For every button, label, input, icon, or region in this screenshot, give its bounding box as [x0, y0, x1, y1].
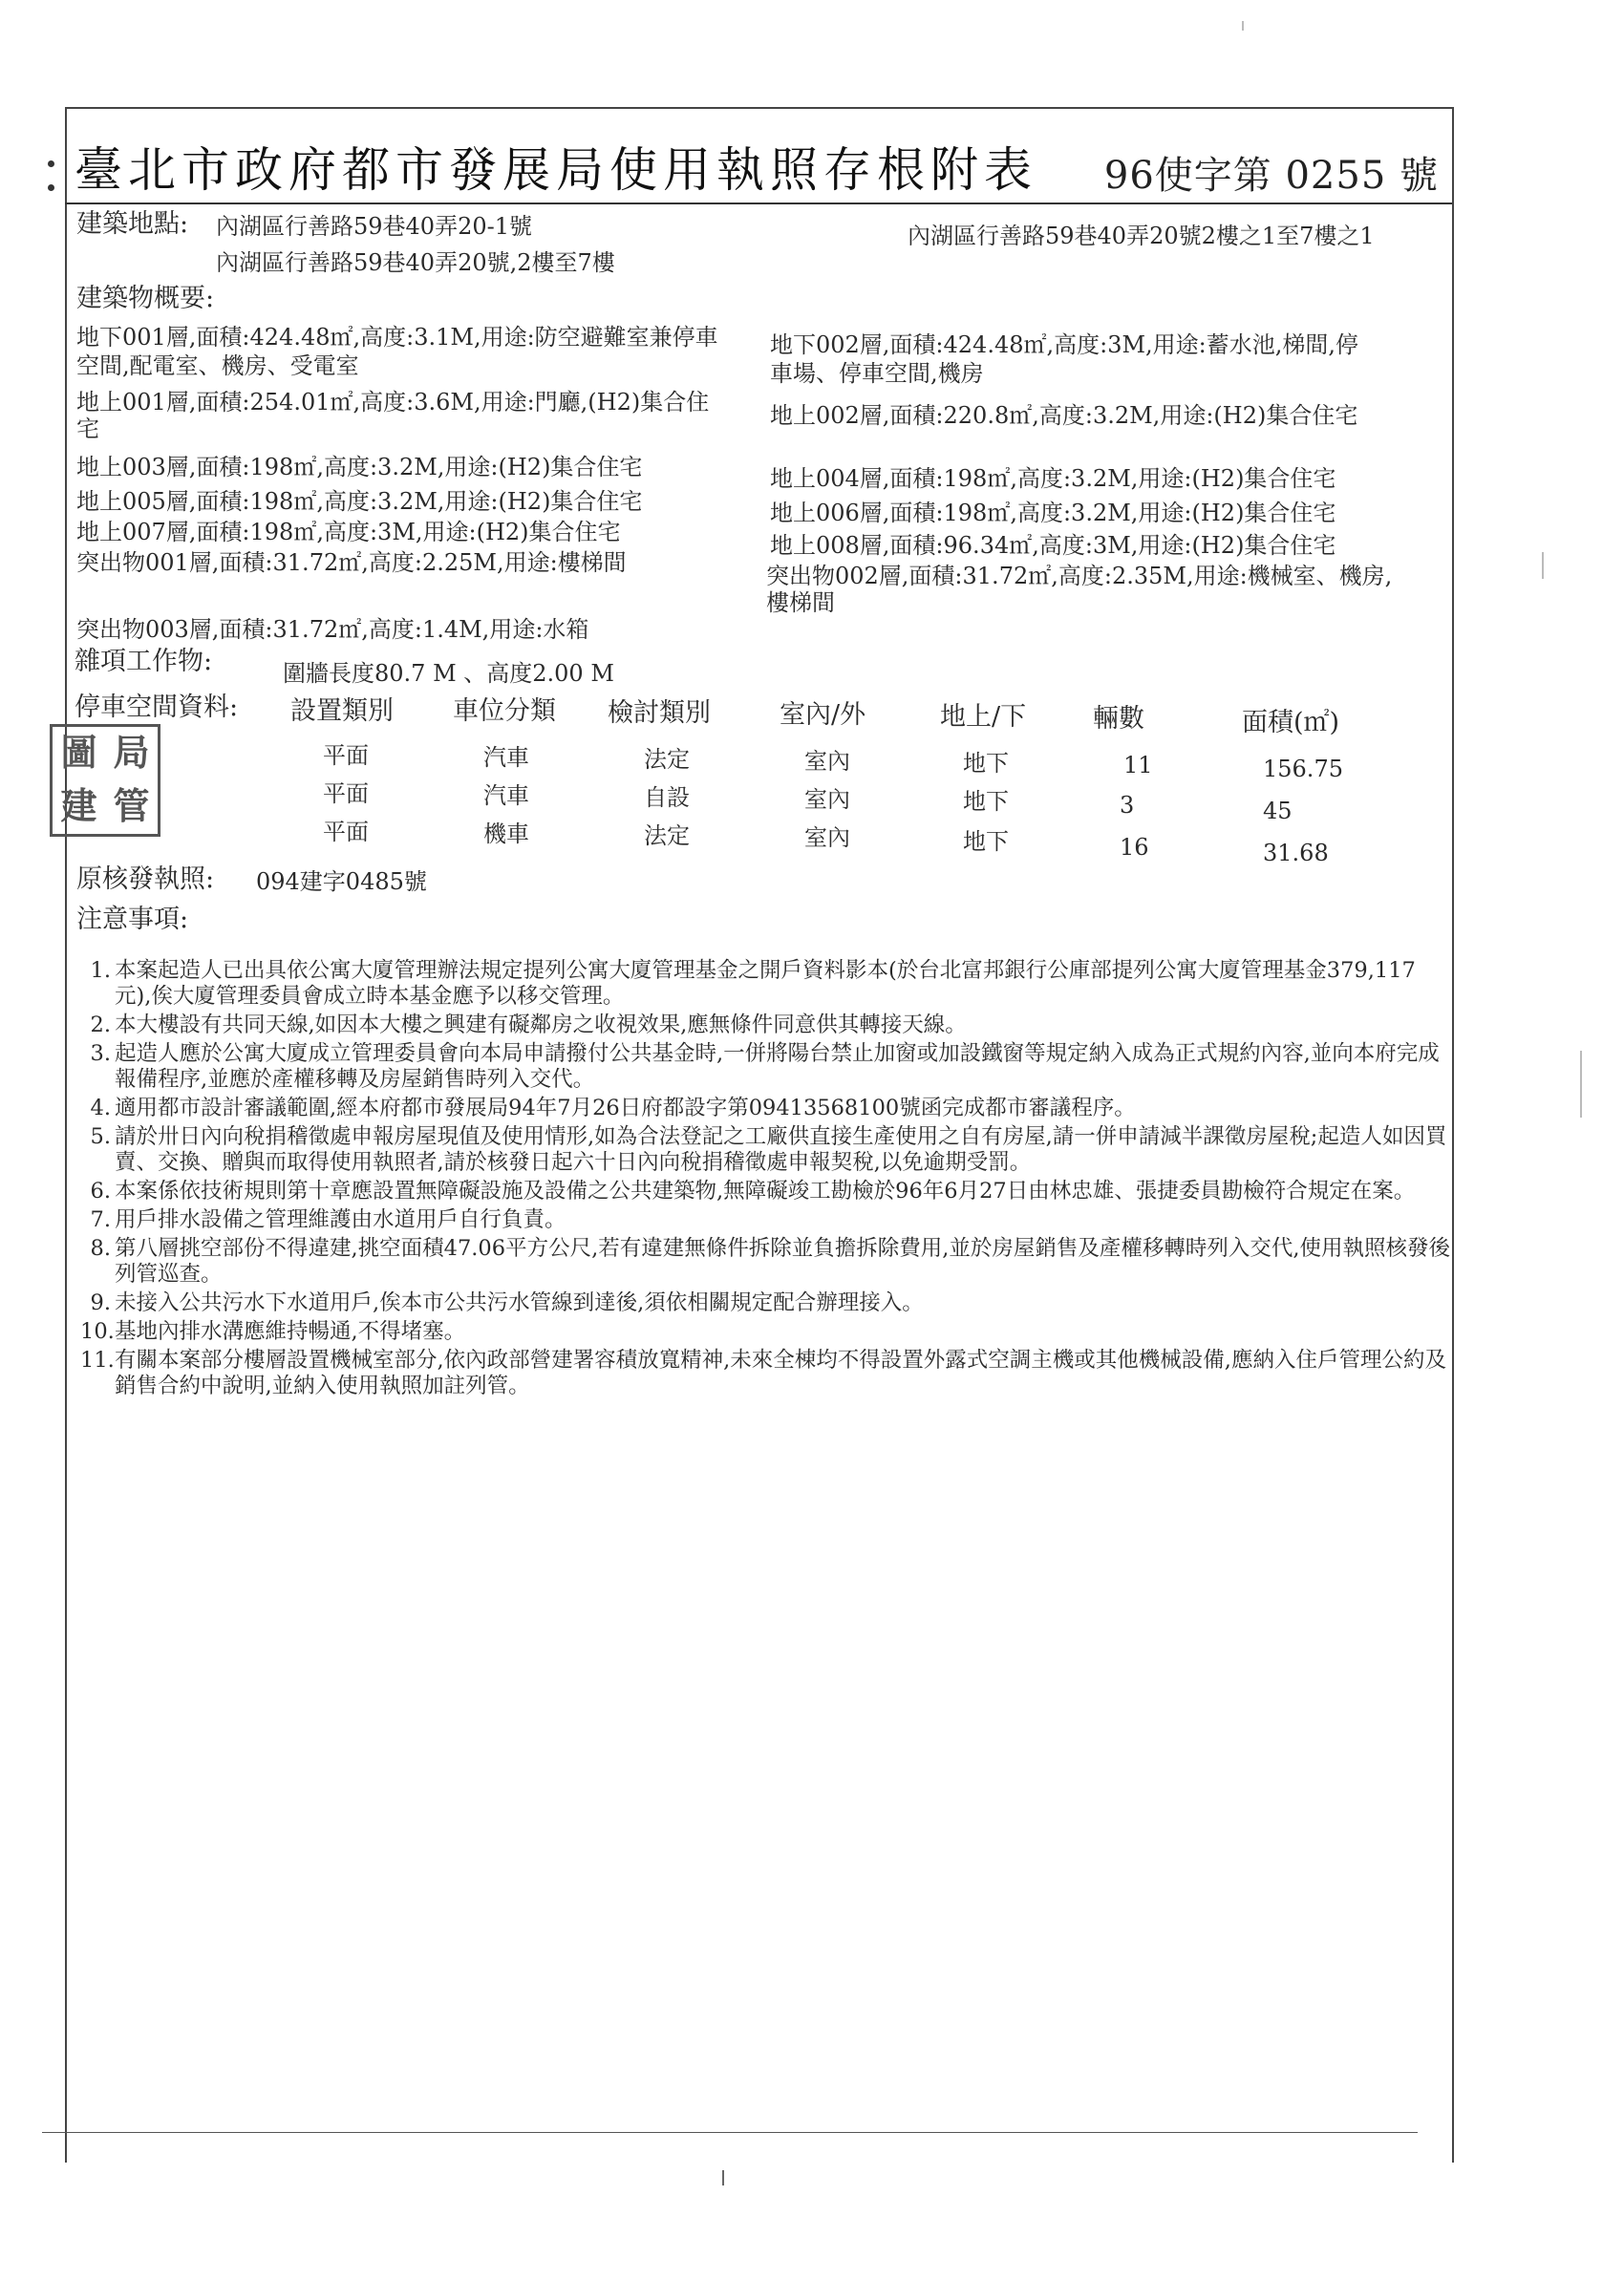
note-item [90, 1013, 1452, 1038]
parking-r3-level: 地下 [963, 828, 1009, 855]
parking-r3-type: 平面 [323, 819, 369, 845]
parking-r2-review: 自設 [644, 784, 690, 811]
note-item [90, 1179, 1452, 1204]
note-text: 適用都市設計審議範圍,經本府都市發展局94年7月26日府都設字第09413568100號函完成都市審議程序。 [115, 1096, 1136, 1120]
note-item [90, 1096, 1452, 1121]
note-text: 起造人應於公寓大廈成立管理委員會向本局申請撥付公共基金時,一併將陽台禁止加窗或加設鐵窗等規定納入成為正式規約內容,並向本府完成報備程序,並應於產權移轉及房屋銷售時列入交代。 [115, 1041, 1440, 1092]
note-number: 3. [90, 1041, 111, 1066]
parking-header-type: 設置類別 [290, 696, 394, 726]
note-text: 第八層挑空部份不得違建,挑空面積47.06平方公尺,若有違建無條件拆除並負擔拆除費用,並於房屋銷售及產權移轉時列入交代,使用執照核發後列管巡查。 [115, 1236, 1451, 1287]
original-permit-value: 094建字0485號 [256, 868, 427, 895]
parking-label: 停車空間資料: [75, 693, 239, 722]
parking-r2-vehicle: 汽車 [483, 782, 529, 809]
floor-b1-line2: 空間,配電室、機房、受電室 [76, 352, 359, 379]
roof-2-line1: 突出物002層,面積:31.72㎡,高度:2.35M,用途:機械室、機房, [766, 563, 1393, 589]
note-item [90, 1290, 1452, 1316]
document-header [65, 107, 1452, 204]
floor-1-line2: 宅 [76, 416, 99, 442]
notes-list [80, 958, 1452, 1402]
misc-label: 雜項工作物: [75, 647, 213, 676]
floor-b2-line2: 車場、停車空間,機房 [770, 360, 984, 387]
parking-r2-level: 地下 [963, 788, 1009, 815]
scan-speck [1580, 1051, 1582, 1118]
note-text: 基地內排水溝應維持暢通,不得堵塞。 [115, 1319, 466, 1344]
note-number: 11. [80, 1348, 115, 1373]
scan-speck [1242, 21, 1244, 31]
floor-b2-line1: 地下002層,面積:424.48㎡,高度:3M,用途:蓄水池,梯間,停 [770, 331, 1359, 358]
parking-r1-count: 11 [1123, 752, 1153, 778]
parking-r1-level: 地下 [963, 750, 1009, 777]
note-text: 本案係依技術規則第十章應設置無障礙設施及設備之公共建築物,無障礙竣工勘檢於96年6月27日由林忠雄、張捷委員勘檢符合規定在案。 [115, 1179, 1416, 1204]
note-item [90, 1041, 1452, 1093]
note-number: 1. [90, 958, 111, 983]
floor-1-line1: 地上001層,面積:254.01㎡,高度:3.6M,用途:門廳,(H2)集合住 [76, 389, 710, 416]
note-text: 有關本案部分樓層設置機械室部分,依內政部營建署容積放寬精神,未來全棟均不得設置外露式空調主機或其他機械設備,應納入住戶管理公約及銷售合約中說明,並納入使用執照加註列管。 [115, 1348, 1446, 1398]
roof-2-line2: 樓梯間 [766, 589, 835, 616]
note-number: 5. [90, 1124, 111, 1149]
scan-speck [1542, 552, 1544, 579]
parking-r3-vehicle: 機車 [483, 821, 529, 847]
note-text: 本大樓設有共同天線,如因本大樓之興建有礙鄰房之收視效果,應無條件同意供其轉接天線。 [115, 1013, 967, 1037]
note-text: 未接入公共污水下水道用戶,俟本市公共污水管線到達後,須依相關規定配合辦理接入。 [115, 1290, 924, 1315]
note-number: 7. [90, 1207, 111, 1232]
notes-label: 注意事項: [76, 905, 189, 934]
floor-5-line1: 地上005層,面積:198㎡,高度:3.2M,用途:(H2)集合住宅 [76, 488, 643, 515]
parking-r3-area: 31.68 [1263, 840, 1329, 866]
parking-r2-area: 45 [1263, 798, 1293, 824]
original-permit-label: 原核發執照: [76, 864, 215, 894]
floor-8-line1: 地上008層,面積:96.34㎡,高度:3M,用途:(H2)集合住宅 [770, 532, 1336, 559]
note-item [80, 1319, 1452, 1345]
parking-header-level: 地上/下 [940, 702, 1027, 732]
binding-marks [48, 160, 59, 199]
misc-value: 圍牆長度80.7 M 、高度2.00 M [283, 660, 614, 687]
note-item [90, 1236, 1452, 1288]
scan-mark [722, 2170, 724, 2185]
seal-char: 管 [113, 785, 150, 827]
note-number: 4. [90, 1096, 111, 1120]
parking-r3-count: 16 [1120, 834, 1149, 861]
parking-r2-type: 平面 [323, 780, 369, 807]
floor-6-line1: 地上006層,面積:198㎡,高度:3.2M,用途:(H2)集合住宅 [770, 500, 1336, 526]
parking-header-review: 檢討類別 [608, 698, 711, 728]
address-right: 內湖區行善路59巷40弄20號2樓之1至7樓之1 [908, 223, 1375, 249]
address-label: 建築地點: [76, 209, 189, 239]
note-number: 9. [90, 1290, 111, 1315]
floor-7-line1: 地上007層,面積:198㎡,高度:3M,用途:(H2)集合住宅 [76, 519, 621, 545]
note-text: 本案起造人已出具依公寓大廈管理辦法規定提列公寓大廈管理基金之開戶資料影本(於台北富邦銀行公庫部提列公寓大廈管理基金379,117元),俟大廈管理委員會成立時本基金應予以移交管理。 [115, 958, 1416, 1009]
note-number: 6. [90, 1179, 111, 1204]
parking-r2-count: 3 [1120, 792, 1135, 819]
roof-1-line1: 突出物001層,面積:31.72㎡,高度:2.25M,用途:樓梯間 [76, 549, 627, 576]
floor-2-line1: 地上002層,面積:220.8㎡,高度:3.2M,用途:(H2)集合住宅 [770, 402, 1358, 429]
floor-3-line1: 地上003層,面積:198㎡,高度:3.2M,用途:(H2)集合住宅 [76, 454, 643, 480]
seal-char: 局 [113, 732, 150, 774]
seal-char: 圖 [60, 732, 97, 774]
floor-b1-line1: 地下001層,面積:424.48㎡,高度:3.1M,用途:防空避難室兼停車 [76, 324, 718, 351]
address-line-1: 內湖區行善路59巷40弄20-1號 [216, 213, 532, 240]
note-item [90, 958, 1452, 1010]
note-number: 8. [90, 1236, 111, 1261]
parking-header-count: 輛數 [1093, 704, 1144, 734]
parking-header-indoor: 室內/外 [780, 700, 866, 730]
note-item [90, 1124, 1452, 1176]
address-line-2: 內湖區行善路59巷40弄20號,2樓至7樓 [216, 249, 615, 276]
note-item [90, 1207, 1452, 1233]
parking-r3-indoor: 室內 [804, 824, 850, 851]
parking-r1-review: 法定 [644, 746, 690, 773]
parking-r1-vehicle: 汽車 [483, 744, 529, 771]
note-item [80, 1348, 1452, 1399]
document-title: 臺北市政府都市發展局使用執照存根附表 [75, 142, 1037, 198]
roof-3-line1: 突出物003層,面積:31.72㎡,高度:1.4M,用途:水箱 [76, 616, 589, 643]
bottom-rule [42, 2132, 1418, 2133]
note-number: 10. [80, 1319, 115, 1344]
note-text: 請於卅日內向稅捐稽徵處申報房屋現值及使用情形,如為合法登記之工廠供直接生產使用之自有房屋,請一併申請減半課徵房屋稅;起造人如因買賣、交換、贈與而取得使用執照者,請於核發日起六十日內向稅捐稽徵處申報契稅,以免逾期受罰。 [115, 1124, 1447, 1175]
parking-r1-type: 平面 [323, 742, 369, 769]
parking-r1-indoor: 室內 [804, 748, 850, 775]
floor-4-line1: 地上004層,面積:198㎡,高度:3.2M,用途:(H2)集合住宅 [770, 465, 1336, 492]
parking-r2-indoor: 室內 [804, 786, 850, 813]
seal-char: 建 [60, 785, 97, 827]
overview-label: 建築物概要: [76, 284, 215, 313]
parking-r3-review: 法定 [644, 822, 690, 849]
parking-header-area: 面積(㎡) [1242, 708, 1340, 737]
official-seal-stamp [50, 724, 160, 837]
permit-number: 96使字第 0255 號 [1103, 154, 1439, 198]
note-number: 2. [90, 1013, 111, 1037]
parking-r1-area: 156.75 [1263, 756, 1343, 782]
parking-header-vehicle: 車位分類 [453, 696, 556, 726]
note-text: 用戶排水設備之管理維護由水道用戶自行負責。 [115, 1207, 566, 1232]
